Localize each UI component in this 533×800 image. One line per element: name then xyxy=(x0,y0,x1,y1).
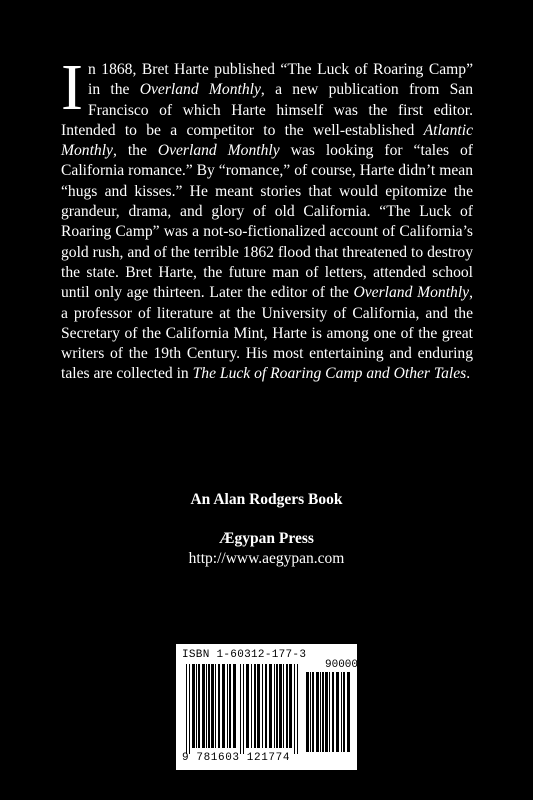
barcode-bar xyxy=(312,672,314,752)
barcode-bar xyxy=(262,664,263,748)
barcode-bar xyxy=(320,672,321,752)
barcode-bar xyxy=(196,664,197,748)
barcode-guard-bar xyxy=(297,664,298,754)
price-addon-number: 90000 xyxy=(325,659,359,671)
barcode-bar xyxy=(289,664,292,748)
barcode-bar xyxy=(254,664,256,748)
barcode-bar xyxy=(246,664,249,748)
blurb-paragraph xyxy=(61,51,474,385)
blurb-text: n 1868, Bret Harte published “The Luck of Roaring Camp” in the xyxy=(87,61,473,99)
barcode-bar xyxy=(215,664,216,748)
barcode-bar xyxy=(257,664,260,748)
barcode-guard-bar xyxy=(294,664,295,754)
barcode-bar xyxy=(283,664,284,748)
ean-number: 9 781603 121774 xyxy=(182,752,291,764)
barcode-bar xyxy=(202,664,205,748)
italic-title: Overland Monthly xyxy=(353,284,470,302)
barcode-bar xyxy=(265,664,267,748)
barcode-guard-bar xyxy=(240,664,241,754)
blurb-text: , a professor of literature at the University of California, and the Secretary of the California Mint, Harte is among one of the great writers of the 19th Century. His most entertaining and enduring tales are collected in xyxy=(61,284,474,383)
barcode-guard-bar xyxy=(189,664,190,754)
barcode-bar xyxy=(269,664,272,748)
back-cover-blurb xyxy=(61,51,474,385)
barcode-bar xyxy=(218,664,220,748)
barcode-bar xyxy=(206,664,207,748)
barcode-guard-bar xyxy=(186,664,187,754)
barcode-bar xyxy=(222,664,225,748)
barcode-bar xyxy=(310,672,311,752)
barcode-bar xyxy=(198,664,200,748)
barcode-bar xyxy=(306,672,309,752)
blurb-text: , a new publication from San Francisco of which Harte himself was the first editor. Intended to be a competitor to the well-established xyxy=(61,81,474,139)
barcode-bar xyxy=(192,664,195,748)
barcode-bar xyxy=(343,672,345,752)
barcode-bar xyxy=(341,672,342,752)
barcode-guard-bar xyxy=(243,664,244,754)
barcode-bar xyxy=(279,664,282,748)
drop-cap: I xyxy=(61,51,83,124)
italic-title: Overland Monthly xyxy=(157,142,280,160)
publisher-name: Ægypan Press xyxy=(219,530,314,547)
barcode-bar xyxy=(329,672,330,752)
blurb-text: , the xyxy=(112,142,158,160)
isbn-label: ISBN 1-60312-177-3 xyxy=(182,649,307,661)
barcode-bar xyxy=(233,664,236,748)
barcode-bar xyxy=(286,664,288,748)
barcode-bar xyxy=(229,664,231,748)
barcode-bar xyxy=(322,672,324,752)
blurb-text: . xyxy=(466,365,471,383)
barcode-bar xyxy=(336,672,339,752)
barcode-bar xyxy=(347,672,350,752)
barcode-bar xyxy=(274,664,275,748)
barcode-bar xyxy=(325,672,328,752)
imprint-credit: An Alan Rodgers Book xyxy=(190,491,343,508)
barcode-bar xyxy=(208,664,210,748)
barcode-bar xyxy=(332,672,334,752)
publisher-website[interactable]: http://www.aegypan.com xyxy=(188,550,345,567)
barcode-bar xyxy=(276,664,278,748)
barcode-bar xyxy=(211,664,214,748)
italic-title: Overland Monthly xyxy=(139,81,261,99)
barcode-bar xyxy=(227,664,228,748)
blurb-text: was looking for “tales of California romance.” By “romance,” of course, Harte didn’t mean “hugs and kisses.” He meant stories that would epitomize the grandeur, drama, and glory of old California. “The Luck of Roaring Camp” was a not-so-fictionalized account of California’s gold rush, and of the terrible 1862 flood that threatened to destroy the state. Bret Harte, the future man of letters, attended school until only age thirteen. Later the editor of the xyxy=(61,142,474,302)
italic-title: Atlantic Monthly xyxy=(61,121,473,160)
italic-title: The Luck of Roaring Camp and Other Tales xyxy=(192,365,467,383)
barcode-bar xyxy=(316,672,319,752)
barcode-bar xyxy=(251,664,252,748)
isbn-barcode xyxy=(176,644,357,770)
